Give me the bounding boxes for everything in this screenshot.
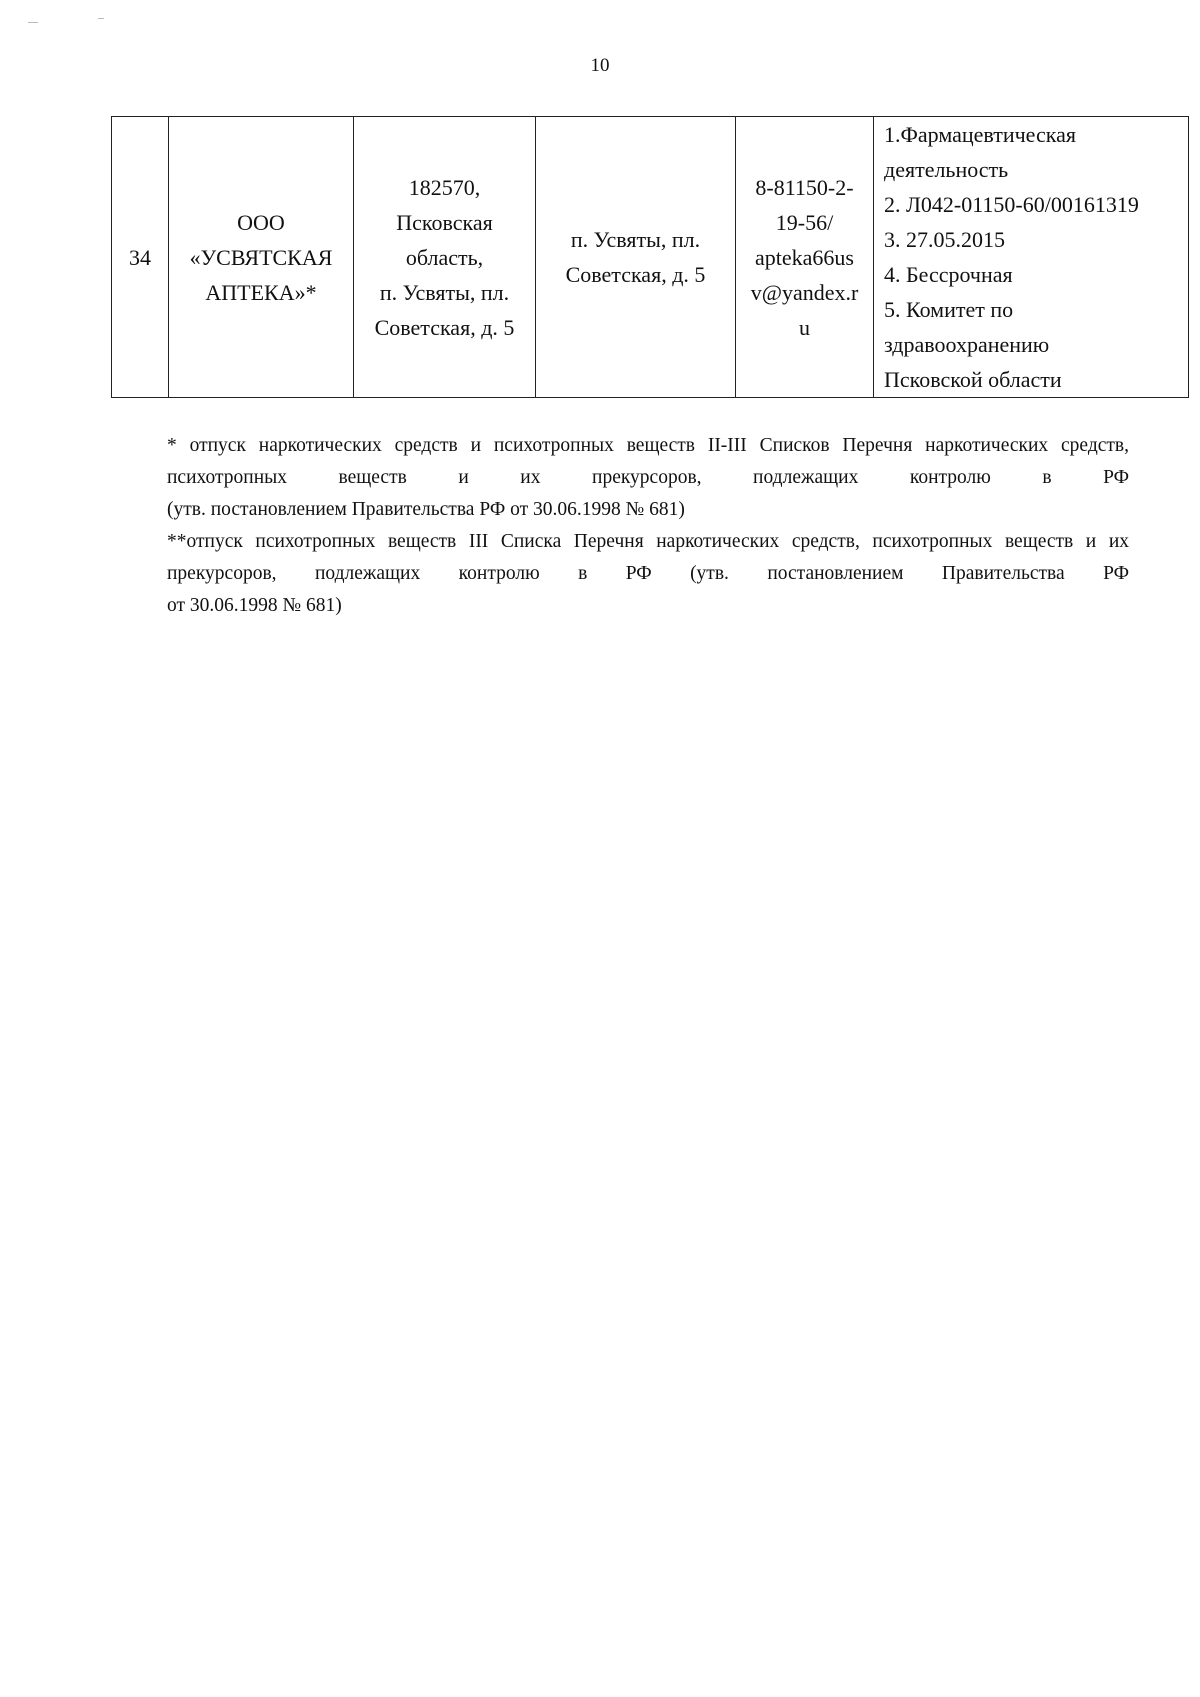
row-index: 34 xyxy=(129,244,151,270)
legal-address-line: область, xyxy=(405,244,484,270)
organization-name-line: «УСВЯТСКАЯ xyxy=(189,244,333,270)
activity-address-line: п. Усвяты, пл. xyxy=(570,227,701,252)
license-info-line: здравоохранению xyxy=(884,332,1050,357)
contacts-line: apteka66us xyxy=(755,244,854,270)
table-row xyxy=(112,117,1189,398)
activity-address-cell xyxy=(536,117,736,398)
legal-address-line: Советская, д. 5 xyxy=(374,314,515,340)
contacts-cell xyxy=(736,117,874,398)
legal-address-cell xyxy=(354,117,536,398)
legal-address-line: 182570, xyxy=(408,174,481,200)
footnote-narcotic-source: (утв. постановлением Правительства РФ от 30.06.1998 № 681) xyxy=(167,499,685,520)
legal-address-line: Псковская xyxy=(396,209,493,235)
license-info-line: 1.Фармацевтическая xyxy=(884,122,1076,147)
activity-address-line: Советская, д. 5 xyxy=(565,262,706,287)
footnote-psychotropic-text: **отпуск психотропных веществ III Списка Перечня наркотических средств, психотропных веществ и их прекурсоров, подлежащих контролю в РФ (утв. постановлением Правительства РФ xyxy=(167,531,1129,584)
organization-name-line: АПТЕКА»* xyxy=(205,279,317,305)
license-info-line: Псковской области xyxy=(884,367,1062,392)
contacts-line: v@yandex.r xyxy=(750,279,859,305)
license-info-line: 2. Л042-01150-60/00161319 xyxy=(884,192,1139,217)
pharmacy-registry-table xyxy=(111,116,1189,398)
organization-name-line: ООО xyxy=(237,209,285,235)
footnotes xyxy=(167,430,1129,622)
footnote-psychotropic-source: от 30.06.1998 № 681) xyxy=(167,595,342,616)
scan-artifact xyxy=(28,22,38,23)
legal-address-line: п. Усвяты, пл. xyxy=(379,279,510,305)
page-number: 10 xyxy=(590,55,610,76)
footnote-narcotic-text: * отпуск наркотических средств и психотропных веществ II-III Списков Перечня наркотических средств, психотропных веществ и их прекурсоров, подлежащих контролю в РФ xyxy=(167,435,1129,488)
organization-name-cell xyxy=(169,117,354,398)
license-info-line: деятельность xyxy=(884,157,1009,182)
contacts-line: u xyxy=(799,314,810,340)
license-info-line: 4. Бессрочная xyxy=(884,262,1013,287)
license-info-line: 5. Комитет по xyxy=(884,297,1014,322)
contacts-line: 19-56/ xyxy=(775,209,834,235)
row-index-cell xyxy=(112,117,169,398)
contacts-line: 8-81150-2- xyxy=(755,174,854,200)
license-info-line: 3. 27.05.2015 xyxy=(884,227,1005,252)
license-info-cell xyxy=(874,117,1189,398)
scan-artifact xyxy=(98,18,104,19)
